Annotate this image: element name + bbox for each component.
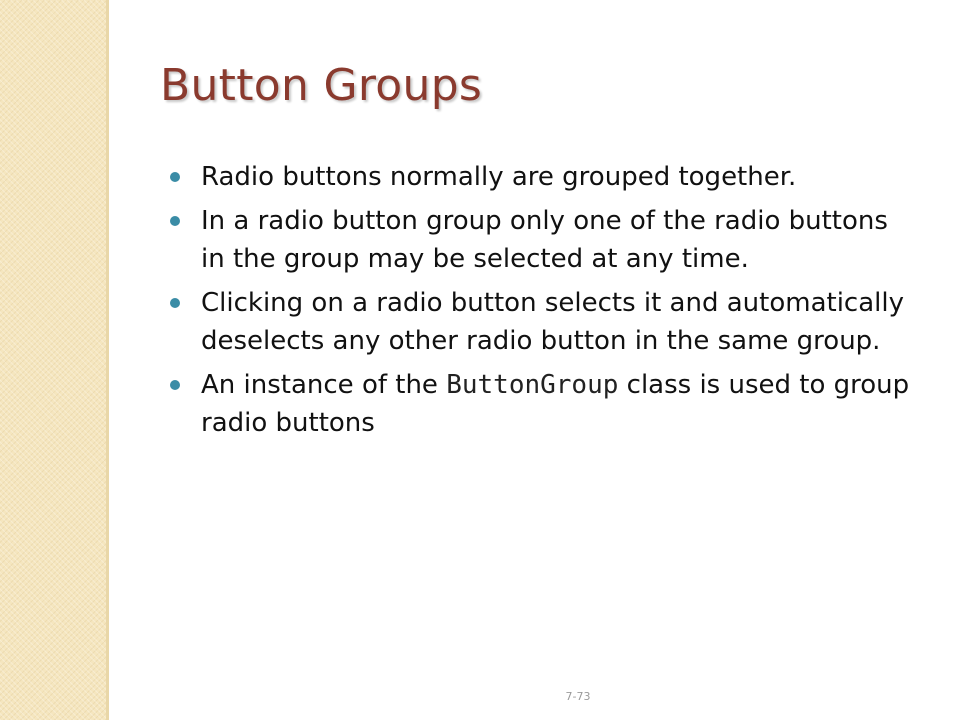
bullet-dot-icon: [170, 298, 180, 308]
slide-number: 7-73: [565, 690, 591, 703]
bullet-item: [170, 284, 910, 360]
bullet-list: [170, 158, 910, 448]
code-class-name: ButtonGroup: [446, 370, 619, 400]
bullet-text: Radio buttons normally are grouped together.: [201, 162, 797, 192]
bullet-dot-icon: [170, 216, 180, 226]
bullet-text-after-code: class is used to group radio buttons: [201, 370, 910, 438]
bullet-item: [170, 158, 910, 196]
bullet-dot-icon: [170, 172, 180, 182]
bullet-dot-icon: [170, 380, 180, 390]
slide-title: Button Groups: [160, 60, 483, 111]
decorative-side-band: [0, 0, 106, 720]
side-band-edge: [106, 0, 109, 720]
bullet-text: In a radio button group only one of the radio buttons in the group may be selected at any time.: [201, 206, 888, 274]
bullet-item: [170, 202, 910, 278]
bullet-text: Clicking on a radio button selects it and automatically deselects any other radio button in the same group.: [201, 288, 904, 356]
bullet-item: [170, 366, 910, 442]
bullet-text-before-code: An instance of the: [201, 370, 447, 400]
